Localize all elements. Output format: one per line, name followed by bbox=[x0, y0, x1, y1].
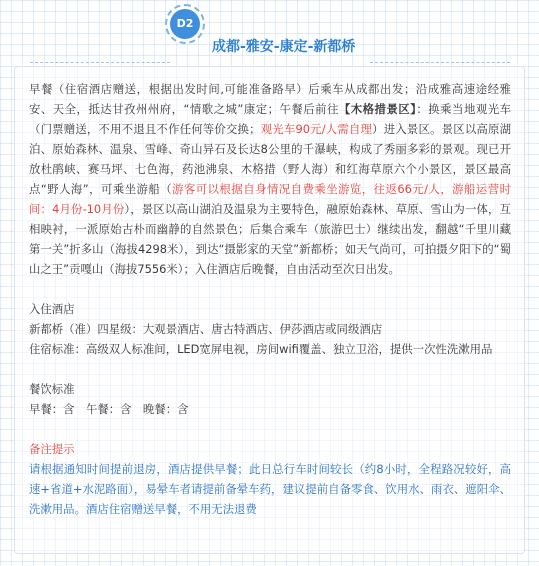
itinerary-panel bbox=[14, 66, 525, 554]
meals-line: 早餐：含 午餐：含 晚餐：含 bbox=[29, 402, 189, 416]
boat-fee-note: 游客可以根据自身情况自费乘坐游览，往返66元/人，游船运营时间：4月份-10月份 bbox=[29, 182, 511, 216]
shuttle-fee-note: 观光车90元/人需自理 bbox=[260, 122, 373, 136]
section-spacer bbox=[29, 359, 511, 379]
day-badge bbox=[165, 4, 205, 44]
itinerary-description bbox=[29, 79, 511, 279]
route-title: 成都-雅安-康定-新都桥 bbox=[212, 39, 356, 55]
itinerary-text-3: ）进入景区。景区以高原湖泊、原始森林、温泉、雪峰、奇山异石及长达8公里的千瀑峡，构成了秀丽多彩的景观。现已开放杜鹃峡、赛马坪、七色海，药池沸泉、木格措（野人海）和红海草原六个小景区，景区最高点“野人海”，可乘坐游船（ bbox=[29, 122, 511, 196]
itinerary-text-2: ：换乘当地观光车（门票赠送，不用不退且不作任何等价交换； bbox=[29, 102, 511, 136]
attraction-name: 【木格措景区】 bbox=[338, 102, 417, 116]
title-divider-left bbox=[30, 62, 170, 64]
meals-heading: 餐饮标准 bbox=[29, 382, 75, 396]
day-number: D2 bbox=[170, 9, 200, 39]
notes-heading: 备注提示 bbox=[29, 442, 75, 456]
hotel-standard: 住宿标准：高级双人标准间，LED宽屏电视，房间wifi覆盖、独立卫浴，提供一次性洗漱用品 bbox=[29, 342, 493, 356]
hotel-heading: 入住酒店 bbox=[29, 302, 75, 316]
day-header bbox=[0, 0, 539, 62]
section-spacer bbox=[29, 419, 511, 439]
section-spacer bbox=[29, 279, 511, 299]
title-divider-right bbox=[370, 62, 510, 64]
hotel-options: 新都桥（准）四星级：大观景酒店、唐古特酒店、伊莎酒店或同级酒店 bbox=[29, 322, 383, 336]
notes-body: 请根据通知时间提前退房，酒店提供早餐；此日总行车时间较长（约8小时，全程路况较好，高速+省道+水泥路面），易晕车者请提前备晕车药，建议提前自备零食、饮用水、雨衣、遮阳伞、洗漱用品。酒店住宿赠送早餐，不用无法退费 bbox=[29, 462, 511, 516]
itinerary-text-1: 早餐（住宿酒店赠送，根据出发时间,可能准备路早）后乘车从成都出发；沿成雅高速途经雅安、天全，抵达甘孜州州府，“情歌之城”康定；午餐后前往 bbox=[29, 82, 511, 116]
itinerary-text-4: ），景区以高山湖泊及温泉为主要特色，融原始森林、草原、雪山为一体，互相映衬，一派原始古朴而幽静的自然景色；后集合乘车（旅游巴士）继续出发，翻越“千里川藏第一关”折多山（海拔4298米），到达“摄影家的天堂”新都桥；如天气尚可，可拍摄夕阳下的“蜀山之王”贡嘎山（海拔7556米）；入住酒店后晚餐，自由活动至次日出发。 bbox=[29, 202, 511, 276]
